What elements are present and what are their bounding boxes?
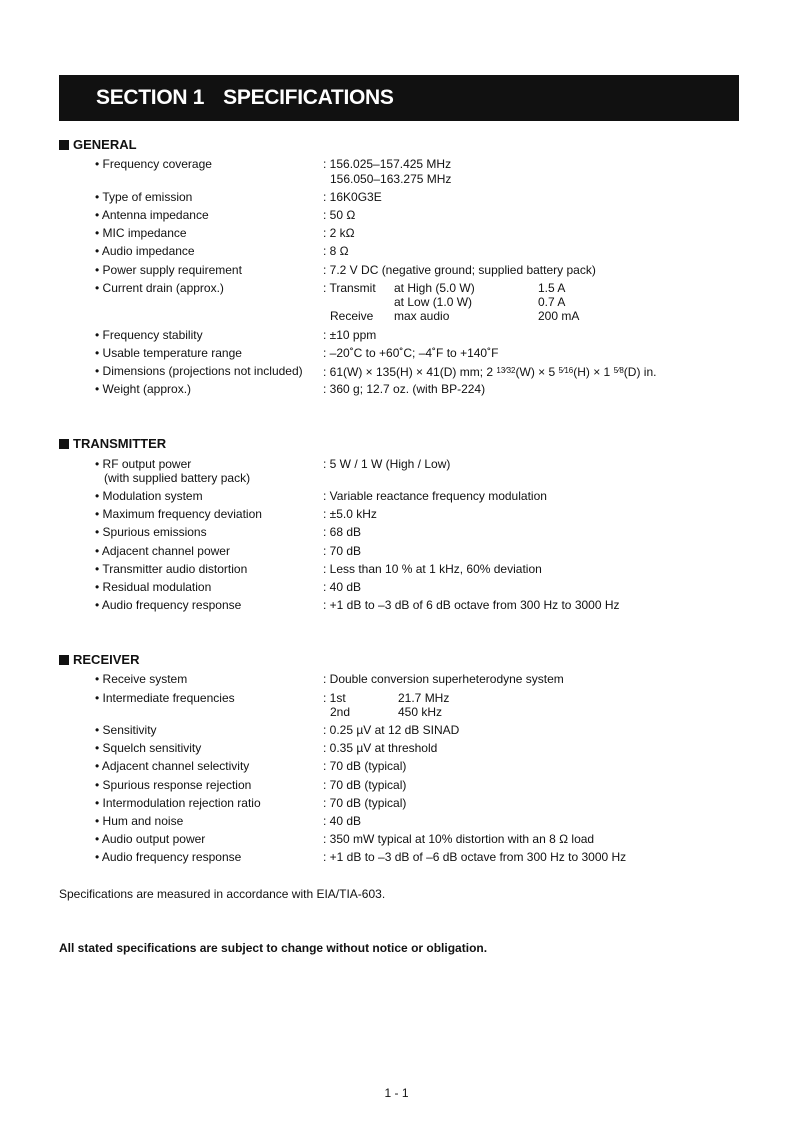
receiver-heading-text: RECEIVER <box>73 652 140 667</box>
spec-value: 200 mA <box>538 309 580 323</box>
spec-label: • Modulation system <box>95 489 203 503</box>
spec-label: • Spurious response rejection <box>95 778 252 792</box>
measurement-note: Specifications are measured in accordance with EIA/TIA-603. <box>59 887 386 901</box>
spec-label: • Audio impedance <box>95 244 195 258</box>
spec-value: Receive <box>330 309 374 323</box>
spec-label: • Adjacent channel selectivity <box>95 759 250 773</box>
spec-value: : 8 Ω <box>323 244 349 258</box>
spec-label: • Power supply requirement <box>95 263 242 277</box>
spec-label: • Dimensions (projections not included) <box>95 364 303 378</box>
general-heading-text: GENERAL <box>73 137 137 152</box>
spec-label: • Frequency stability <box>95 328 203 342</box>
spec-value: : Variable reactance frequency modulation <box>323 489 547 503</box>
spec-value: : +1 dB to –3 dB of –6 dB octave from 300 Hz to 3000 Hz <box>323 850 627 864</box>
spec-value: : 70 dB (typical) <box>323 759 407 773</box>
square-bullet-icon <box>59 655 69 665</box>
spec-label: • Maximum frequency deviation <box>95 507 262 521</box>
spec-value: : 2 kΩ <box>323 226 355 240</box>
spec-label: • Audio frequency response <box>95 598 242 612</box>
general-heading <box>59 137 137 153</box>
spec-value: : –20˚C to +60˚C; –4˚F to +140˚F <box>323 346 499 360</box>
section-number: SECTION 1 <box>96 86 205 109</box>
spec-value: : ±5.0 kHz <box>323 507 377 521</box>
receiver-heading <box>59 652 139 668</box>
spec-label: • Adjacent channel power <box>95 544 230 558</box>
spec-value: : 40 dB <box>323 814 362 828</box>
spec-label: • Current drain (approx.) <box>95 281 224 295</box>
page-number: 1 - 1 <box>384 1086 409 1100</box>
spec-value: : 360 g; 12.7 oz. (with BP-224) <box>323 382 486 396</box>
spec-value: 21.7 MHz <box>398 691 450 705</box>
transmitter-heading <box>59 436 166 452</box>
spec-value: : 7.2 V DC (negative ground; supplied battery pack) <box>323 263 596 277</box>
spec-label: • Type of emission <box>95 190 193 204</box>
spec-value: : 5 W / 1 W (High / Low) <box>323 457 451 471</box>
spec-value: : Less than 10 % at 1 kHz, 60% deviation <box>323 562 542 576</box>
spec-value: : Double conversion superheterodyne system <box>323 672 564 686</box>
spec-value: : 156.025–157.425 MHz <box>323 157 452 171</box>
spec-value: 156.050–163.275 MHz <box>330 172 452 186</box>
spec-value: at High (5.0 W) <box>394 281 475 295</box>
spec-label: • Intermediate frequencies <box>95 691 235 705</box>
spec-value: : 350 mW typical at 10% distortion with an 8 Ω load <box>323 832 595 846</box>
spec-value: max audio <box>394 309 450 323</box>
spec-label: • Residual modulation <box>95 580 212 594</box>
spec-label: • Weight (approx.) <box>95 382 192 396</box>
spec-label: • Intermodulation rejection ratio <box>95 796 261 810</box>
spec-label: • Audio output power <box>95 832 206 846</box>
transmitter-heading-text: TRANSMITTER <box>73 436 167 451</box>
section-title: SPECIFICATIONS <box>223 86 394 109</box>
spec-value: 2nd <box>330 705 351 719</box>
spec-label: • Audio frequency response <box>95 850 242 864</box>
spec-value: : 1st <box>323 691 346 705</box>
spec-label: • Usable temperature range <box>95 346 242 360</box>
spec-label: (with supplied battery pack) <box>104 471 251 485</box>
square-bullet-icon <box>59 439 69 449</box>
spec-value: : 16K0G3E <box>323 190 382 204</box>
spec-value: 450 kHz <box>398 705 443 719</box>
spec-label: • Frequency coverage <box>95 157 212 171</box>
spec-label: • Transmitter audio distortion <box>95 562 248 576</box>
spec-label: • Squelch sensitivity <box>95 741 202 755</box>
spec-label: • Hum and noise <box>95 814 184 828</box>
spec-value: : ±10 ppm <box>323 328 377 342</box>
spec-value: : 40 dB <box>323 580 362 594</box>
spec-value: : 50 Ω <box>323 208 356 222</box>
spec-value: : Transmit <box>323 281 376 295</box>
spec-value: : 0.25 µV at 12 dB SINAD <box>323 723 460 737</box>
spec-value: : 70 dB (typical) <box>323 796 407 810</box>
section-title-banner <box>59 75 739 121</box>
spec-value: 1.5 A <box>538 281 566 295</box>
spec-value: : 0.35 µV at threshold <box>323 741 438 755</box>
spec-value: : 61(W) × 135(H) × 41(D) mm; 2 $^{13⁄32}$(W) × 5 $^{5⁄16}$(H) × 1 $^{5⁄8}$(D) in. <box>323 365 657 379</box>
spec-label: • MIC impedance <box>95 226 187 240</box>
spec-label: • Antenna impedance <box>95 208 209 222</box>
square-bullet-icon <box>59 140 69 150</box>
spec-value: : 70 dB (typical) <box>323 778 407 792</box>
change-notice: All stated specifications are subject to change without notice or obligation. <box>59 941 488 955</box>
spec-value: : 68 dB <box>323 525 362 539</box>
spec-value: 0.7 A <box>538 295 566 309</box>
spec-label: • Receive system <box>95 672 188 686</box>
spec-label: • RF output power <box>95 457 192 471</box>
spec-label: • Spurious emissions <box>95 525 207 539</box>
spec-value: : +1 dB to –3 dB of 6 dB octave from 300 Hz to 3000 Hz <box>323 598 620 612</box>
spec-value: : 70 dB <box>323 544 362 558</box>
spec-value: at Low (1.0 W) <box>394 295 473 309</box>
spec-label: • Sensitivity <box>95 723 157 737</box>
